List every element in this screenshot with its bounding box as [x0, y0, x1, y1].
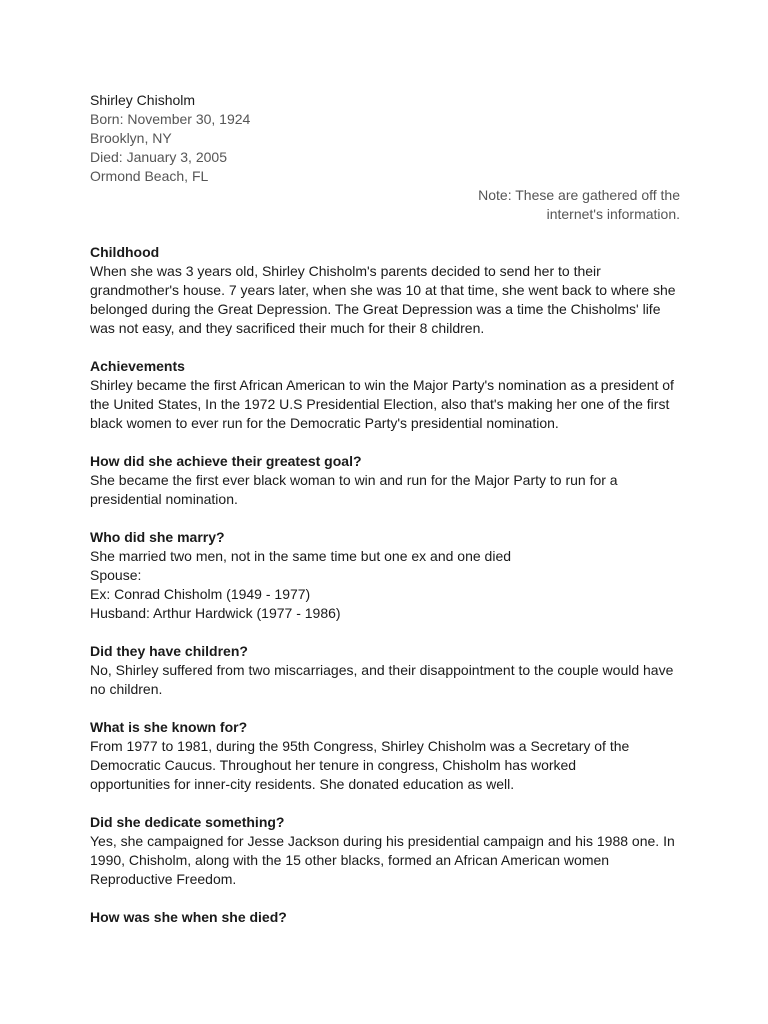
body-line: Shirley became the first African American to win the Major Party's nomination as a president of: [90, 377, 674, 393]
source-note: [90, 186, 680, 224]
death-date: Died: January 3, 2005: [90, 149, 227, 165]
body-line: 1990, Chisholm, along with the 15 other blacks, formed an African American women: [90, 852, 610, 868]
section-body: [90, 661, 680, 699]
source-note-line-2: internet's information.: [546, 206, 680, 222]
birth-date: Born: November 30, 1924: [90, 111, 251, 127]
body-line: opportunities for inner-city residents. She donated education as well.: [90, 776, 515, 792]
body-line: Democratic Caucus. Throughout her tenure in congress, Chisholm has worked: [90, 757, 577, 773]
body-line: Reproductive Freedom.: [90, 871, 237, 887]
body-line: She married two men, not in the same time but one ex and one died: [90, 548, 512, 564]
spacer: [90, 338, 680, 357]
section-childhood: [90, 243, 680, 338]
section-dedicate: [90, 813, 680, 889]
body-line: She became the first ever black woman to win and run for the Major Party to run for a: [90, 472, 618, 488]
section-heading: Childhood: [90, 244, 160, 260]
body-line: the United States, In the 1972 U.S Presidential Election, also that's making her one of the first: [90, 396, 670, 412]
body-line: no children.: [90, 681, 163, 697]
section-body: [90, 832, 680, 889]
spacer: [90, 433, 680, 452]
body-line: When she was 3 years old, Shirley Chisholm's parents decided to send her to their: [90, 263, 601, 279]
section-heading: Who did she marry?: [90, 529, 225, 545]
body-line: Husband: Arthur Hardwick (1977 - 1986): [90, 605, 341, 621]
section-heading: How did she achieve their greatest goal?: [90, 453, 362, 469]
spacer: [90, 224, 680, 243]
body-line: Yes, she campaigned for Jesse Jackson during his presidential campaign and his 1988 one. In: [90, 833, 675, 849]
section-marry: [90, 528, 680, 623]
person-name: Shirley Chisholm: [90, 92, 196, 108]
section-body: [90, 547, 680, 623]
section-goal: [90, 452, 680, 509]
body-line: Ex: Conrad Chisholm (1949 - 1977): [90, 586, 311, 602]
section-heading: Achievements: [90, 358, 185, 374]
body-line: grandmother's house. 7 years later, when she was 10 at that time, she went back to where she: [90, 282, 676, 298]
section-heading: Did they have children?: [90, 643, 248, 659]
body-line: Spouse:: [90, 567, 142, 583]
body-line: black women to ever run for the Democratic Party's presidential nomination.: [90, 415, 559, 431]
section-achievements: [90, 357, 680, 433]
body-line: From 1977 to 1981, during the 95th Congress, Shirley Chisholm was a Secretary of the: [90, 738, 630, 754]
source-note-line-1: Note: These are gathered off the: [478, 187, 680, 203]
section-died: [90, 908, 680, 927]
document-page: [90, 91, 680, 927]
spacer: [90, 509, 680, 528]
section-body: [90, 262, 680, 338]
birth-place: Brooklyn, NY: [90, 130, 172, 146]
section-body: [90, 376, 680, 433]
body-line: was not easy, and they sacrificed their much for their 8 children.: [90, 320, 485, 336]
section-heading: How was she when she died?: [90, 909, 287, 925]
body-line: belonged during the Great Depression. The Great Depression was a time the Chisholms' life: [90, 301, 661, 317]
section-heading: Did she dedicate something?: [90, 814, 285, 830]
section-heading: What is she known for?: [90, 719, 248, 735]
spacer: [90, 794, 680, 813]
section-body: [90, 471, 680, 509]
section-body: [90, 737, 680, 794]
spacer: [90, 623, 680, 642]
death-place: Ormond Beach, FL: [90, 168, 209, 184]
section-known: [90, 718, 680, 794]
spacer: [90, 699, 680, 718]
body-line: No, Shirley suffered from two miscarriages, and their disappointment to the couple would have: [90, 662, 674, 678]
section-children: [90, 642, 680, 699]
body-line: presidential nomination.: [90, 491, 238, 507]
spacer: [90, 889, 680, 908]
